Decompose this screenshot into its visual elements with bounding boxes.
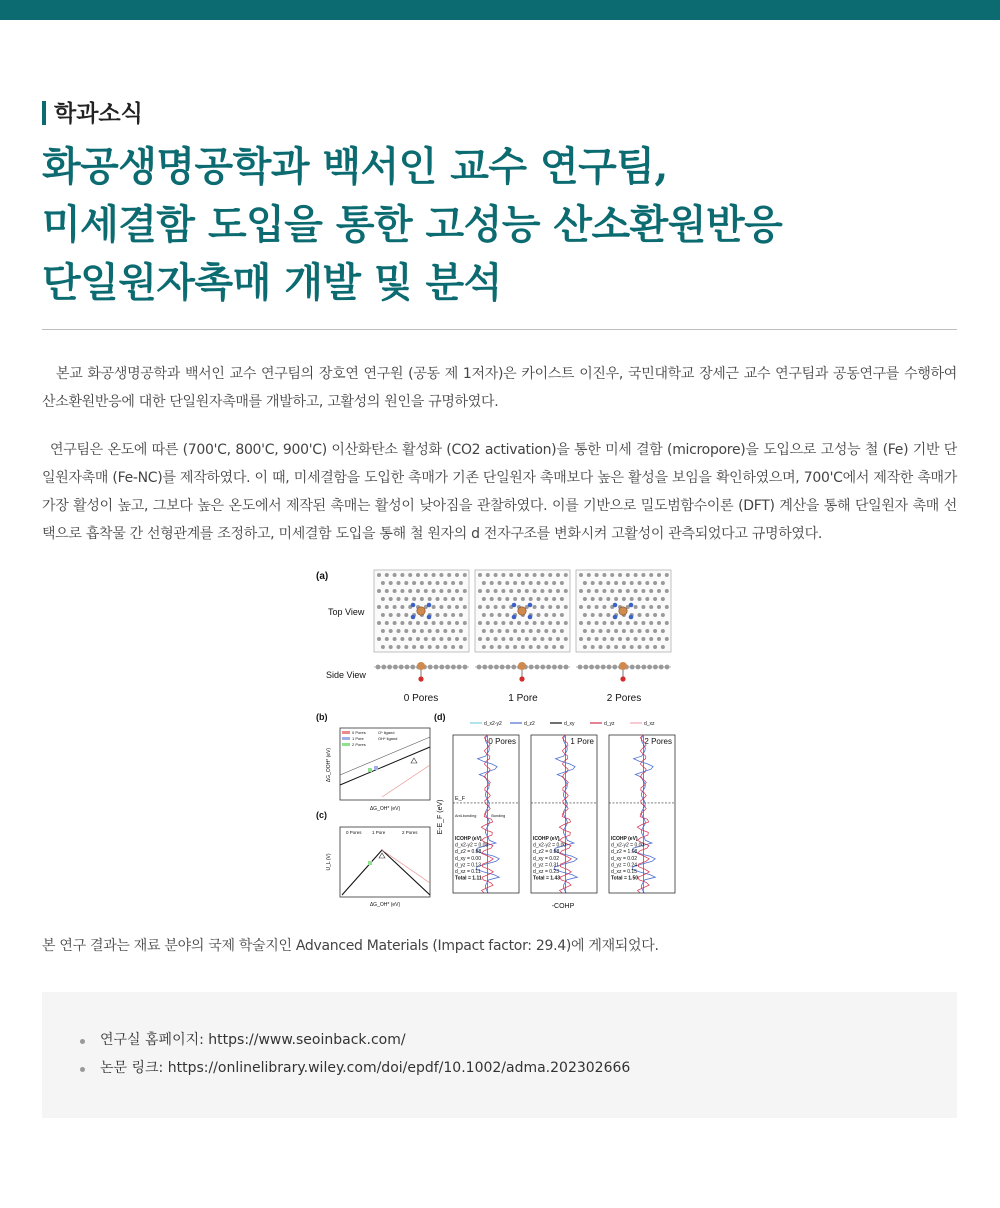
- icohp-2-1: d_x2-y2 = 0.00: [611, 842, 645, 849]
- paragraph-intro: 본교 화공생명공학과 백서인 교수 연구팀의 장호연 연구원 (공동 제 1저자)은 카이스트 이진우, 국민대학교 장세근 교수 연구팀과 공동연구를 수행하여 산소환원반응에 대한 단일원자촉매를 개발하고, 고활성의 원인을 규명하였다.: [42, 366, 957, 410]
- icohp-0-3: d_xy = 0.00: [455, 855, 481, 862]
- lattice-2: [576, 570, 671, 652]
- ylabel-c: U_L (V): [326, 853, 332, 871]
- title-line-2: 미세결함 도입을 통한 고성능 산소환원반응: [42, 201, 783, 248]
- icohp-1-5: d_xz = 0.23: [533, 869, 559, 875]
- paragraph-publication: 본 연구 결과는 재료 분야의 국제 학술지인 Advanced Materials (Impact factor: 29.4)에 게재되었다.: [42, 938, 659, 954]
- panel-d-label: (d): [434, 712, 446, 722]
- ylabel-d: E-E_F (eV): [437, 799, 444, 835]
- legend-b-4: OH* ligand: [378, 736, 398, 741]
- paper-link-label: 논문 링크:: [100, 1060, 168, 1076]
- legend-b-2: 2 Pores: [352, 742, 366, 747]
- side-strip-0: [374, 662, 469, 682]
- icohp-2-3: d_xy = 0.02: [611, 855, 637, 862]
- legend-b-0: 0 Pores: [352, 730, 366, 735]
- panel-b-label: (b): [316, 712, 328, 722]
- legend-b-1: 1 Pore: [352, 736, 364, 741]
- icohp-2-6: Total = 1.50: [611, 875, 639, 882]
- paper-link[interactable]: https://onlinelibrary.wiley.com/doi/epdf/10.1002/adma.202302666: [167, 1060, 631, 1076]
- lab-homepage-label: 연구실 홈페이지:: [100, 1032, 209, 1048]
- legend-c-1: 1 Pore: [372, 830, 386, 835]
- legend-b-3: O* ligand: [378, 730, 395, 735]
- icohp-0-5: d_xz = 0.11: [455, 869, 481, 875]
- panel-c-label: (c): [316, 810, 327, 820]
- title-divider: [42, 329, 957, 330]
- category-heading: [42, 100, 143, 128]
- volcano-plot: [326, 827, 430, 908]
- icohp-1-0: ICOHP (eV): [533, 836, 560, 842]
- paper-link-item: [80, 1054, 630, 1082]
- icohp-2-0: ICOHP (eV): [611, 836, 638, 842]
- legend-c-2: 2 Pores: [402, 830, 418, 835]
- lattice-1: [475, 570, 570, 652]
- anti-bonding-label: Anti-bonding: [455, 813, 477, 818]
- icohp-1-4: d_yz = 0.31: [533, 862, 559, 869]
- cohp-label-2: 2 Pores: [644, 737, 672, 746]
- icohp-0-1: d_x2-y2 = 0.08: [455, 842, 489, 849]
- lab-homepage-item: [80, 1026, 630, 1054]
- icohp-0-2: d_z2 = 0.88: [455, 849, 482, 856]
- side-view-label: Side View: [326, 670, 366, 680]
- title-line-1: 화공생명공학과 백서인 교수 연구팀,: [42, 143, 668, 190]
- title-line-3: 단일원자촉매 개발 및 분석: [42, 259, 502, 306]
- side-view-structures: [374, 662, 671, 682]
- cohp-label-0: 0 Pores: [488, 737, 516, 746]
- top-view-structures: [374, 570, 671, 652]
- paragraph-research: 연구팀은 온도에 따른 (700'C, 800'C, 900'C) 이산화탄소 활성화 (CO2 activation)을 통한 미세 결함 (micropore)을 도입으로 고성능 철 (Fe) 기반 단일원자촉매 (Fe-NC)를 제작하였다. 이 때, 미세결함을 도입한 촉매가 기존 단일원자 촉매보다 높은 활성을 보임을 확인하였으며, 700'C에서 제작한 촉매가 가장 활성이 높고, 그보다 높은 온도에서 제작된 촉매는 활성이 낮아짐을 관찰하였다. 이를 기반으로 밀도범함수이론 (DFT) 계산을 통해 단일원자 촉매 선택으로 흡착물 간 선형관계를 조정하고, 미세결함 도입을 통해 철 원자의 d 전자구조를 변화시켜 고활성이 관측되었다고 규명하였다.: [42, 442, 957, 542]
- bonding-label: Bonding: [491, 813, 506, 818]
- category-marker: [42, 101, 46, 125]
- side-strip-2: [576, 662, 671, 682]
- icohp-2-2: d_z2 = 1.08: [611, 849, 638, 856]
- icohp-1-2: d_z2 = 0.88: [533, 849, 560, 856]
- ef-label: E_F: [455, 795, 466, 802]
- article-title: [42, 138, 952, 312]
- icohp-0-6: Total = 1.11: [455, 875, 482, 882]
- icohp-1-6: Total = 1.43: [533, 875, 561, 882]
- icohp-1-1: d_x2-y2 = 0.00: [533, 842, 567, 849]
- pore-label-1: 1 Pore: [508, 693, 538, 704]
- legend-d-3: d_yz: [604, 721, 615, 727]
- links-box: [42, 992, 957, 1118]
- pore-label-0: 0 Pores: [403, 693, 439, 704]
- top-view-label: Top View: [328, 607, 365, 617]
- top-bar: [0, 0, 1000, 20]
- icohp-2-4: d_yz = 0.24: [611, 862, 637, 869]
- xlabel-b: ΔG_OH* (eV): [369, 806, 401, 812]
- cohp-plots: [453, 735, 675, 893]
- cohp-panel-2: [609, 735, 675, 893]
- pore-label-2: 2 Pores: [606, 693, 642, 704]
- lattice-0: [374, 570, 469, 652]
- legend-c-0: 0 Pores: [346, 830, 362, 835]
- icohp-2-5: d_xz = 0.15: [611, 869, 637, 875]
- icohp-1-3: d_xy = 0.02: [533, 855, 559, 862]
- legend-d-4: d_xz: [644, 721, 655, 727]
- xlabel-c: ΔG_OH* (eV): [369, 902, 401, 908]
- cohp-label-1: 1 Pore: [570, 737, 594, 746]
- icohp-0-4: d_yz = 0.13: [455, 862, 481, 869]
- legend-d-0: d_x2-y2: [484, 721, 502, 727]
- xlabel-d: -COHP: [551, 903, 575, 910]
- category-label: 학과소식: [54, 101, 143, 127]
- legend-d-1: d_z2: [524, 721, 535, 727]
- scaling-plot: [326, 728, 430, 812]
- cohp-panel-1: [531, 735, 597, 893]
- research-figure: [312, 565, 688, 913]
- cohp-panel-0: [453, 735, 519, 893]
- ylabel-b: ΔG_OOH* (eV): [326, 747, 332, 783]
- links-list: [80, 1026, 630, 1082]
- side-strip-1: [475, 662, 570, 682]
- legend-d-2: d_xy: [564, 721, 575, 727]
- panel-a-label: (a): [316, 571, 329, 582]
- icohp-0-0: ICOHP (eV): [455, 836, 482, 842]
- lab-homepage-link[interactable]: https://www.seoinback.com/: [208, 1032, 406, 1048]
- orbital-legend: [470, 721, 655, 727]
